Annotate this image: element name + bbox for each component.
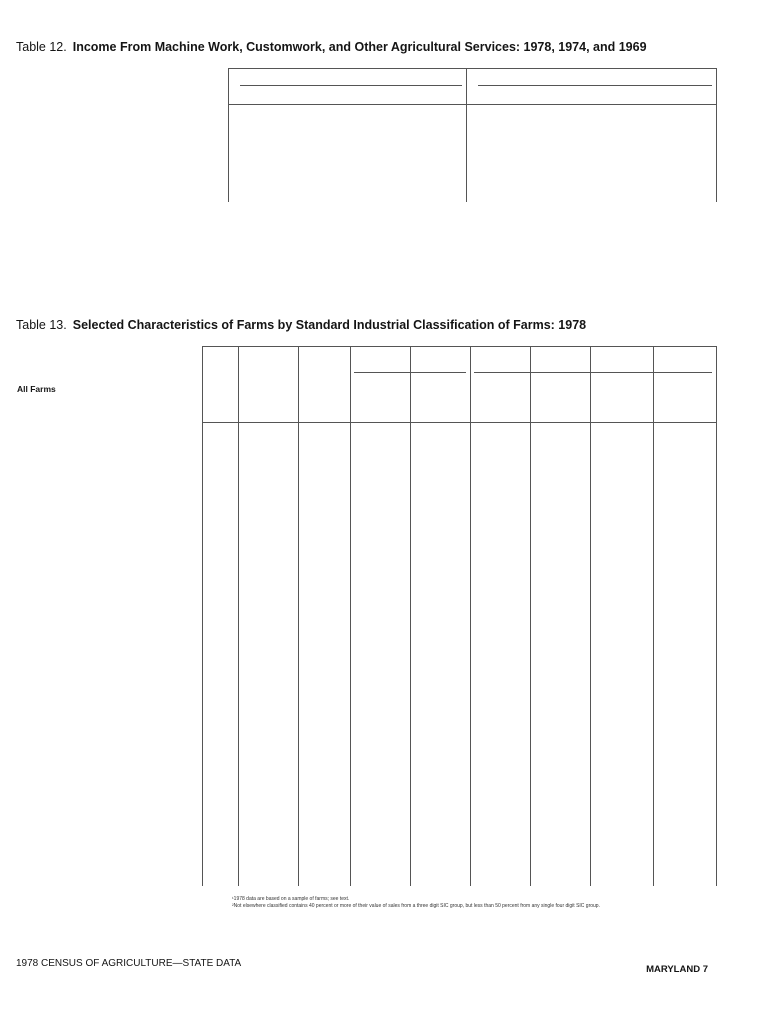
table12-group-sales-rule [478, 85, 712, 86]
table13-column-rule [470, 346, 471, 886]
all-farms-heading: All Farms [17, 384, 56, 394]
table13-group-sales-rule [474, 372, 712, 373]
table13-column-rule [410, 346, 411, 886]
footnote-1: ¹1978 data are based on a sample of farms; see text. [232, 896, 350, 902]
table13-column-rule [238, 346, 239, 886]
table13-header-rule [202, 422, 716, 423]
footnote-2: ²Not elsewhere classified contains 40 percent or more of their value of sales from a three digit SIC group, but less than 50 percent from any single four digit SIC group. [232, 903, 600, 909]
table12-title [16, 40, 647, 54]
table12-group-all-rule [240, 85, 462, 86]
table12-header-rule [228, 104, 716, 105]
table12-heading: Income From Machine Work, Customwork, and Other Agricultural Services: 1978, 1974, and 1969 [72, 40, 647, 54]
table13-heading: Selected Characteristics of Farms by Standard Industrial Classification of Farms: 1978 [72, 318, 587, 332]
table12-group-divider [466, 68, 467, 202]
table13-column-rule [298, 346, 299, 886]
footer-state-page: MARYLAND 7 [646, 964, 708, 975]
table13-column-rule [653, 346, 654, 886]
table12-right-rule [716, 68, 717, 202]
table13-column-rule [350, 346, 351, 886]
table12-top-rule [228, 68, 716, 69]
table13-group-assets-rule [354, 372, 466, 373]
table13-column-rule [530, 346, 531, 886]
table12-left-rule [228, 68, 229, 202]
table12-label: Table 12. [16, 40, 67, 54]
table13-title [16, 318, 586, 332]
table13-top-rule [202, 346, 716, 347]
footer-census-title: 1978 CENSUS OF AGRICULTURE—STATE DATA [16, 958, 242, 969]
table13-column-rule [202, 346, 203, 886]
table13-column-rule [716, 346, 717, 886]
table13-column-rule [590, 346, 591, 886]
table13-label: Table 13. [16, 318, 67, 332]
